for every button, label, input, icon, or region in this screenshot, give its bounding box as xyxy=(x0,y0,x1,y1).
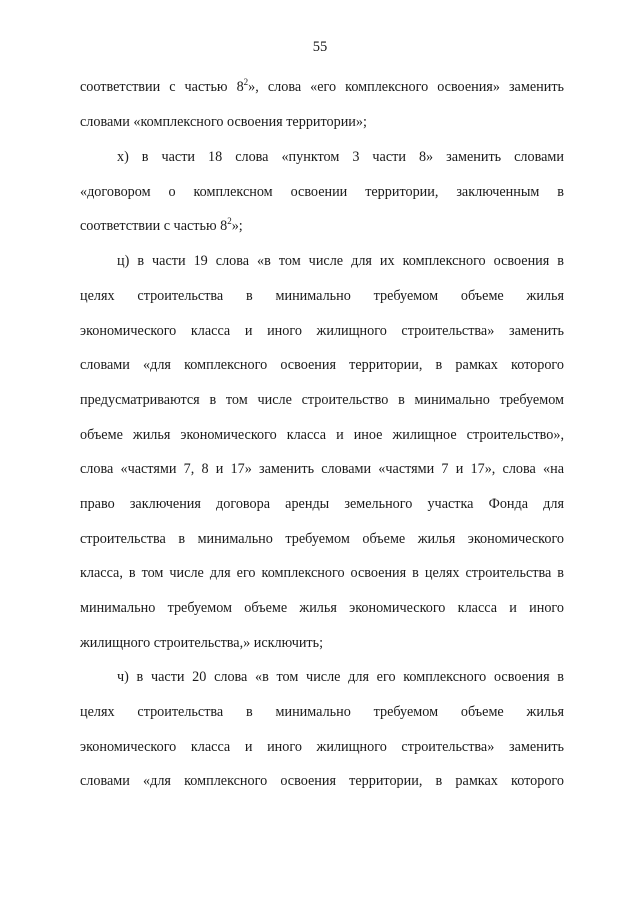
text-line: экономического класса и иного жилищного строительства» заменить xyxy=(80,739,564,755)
text-line: жилищного строительства,» исключить; xyxy=(80,635,324,651)
page-number: 55 xyxy=(312,39,328,55)
text-line: класса, в том числе для его комплексного освоения в целях строительства в xyxy=(80,565,564,581)
text-line: х) в части 18 слова «пунктом 3 части 8» заменить словами xyxy=(117,149,564,165)
text-line: объеме жилья экономического класса и иное жилищное строительство», xyxy=(80,427,564,443)
text-line: «договором о комплексном освоении территории, заключенным в xyxy=(80,184,564,200)
text-line: строительства в минимально требуемом объеме жилья экономического xyxy=(80,531,564,547)
text-line: ц) в части 19 слова «в том числе для их комплексного освоения в xyxy=(117,253,564,269)
text-line: соответствии с частью $8^2$»; xyxy=(80,216,243,234)
text-line: право заключения договора аренды земельного участка Фонда для xyxy=(80,496,564,512)
text-line: словами «для комплексного освоения территории, в рамках которого xyxy=(80,773,564,789)
text-line: слова «частями 7, 8 и 17» заменить словами «частями 7 и 17», слова «на xyxy=(80,461,564,477)
text-line: словами «для комплексного освоения территории, в рамках которого xyxy=(80,357,564,373)
text-line: соответствии с частью $8^2$», слова «его комплексного освоения» заменить xyxy=(80,77,564,95)
text-line: ч) в части 20 слова «в том числе для его комплексного освоения в xyxy=(117,669,564,685)
text-line: целях строительства в минимально требуемом объеме жилья xyxy=(80,704,564,720)
text-line: предусматриваются в том числе строительство в минимально требуемом xyxy=(80,392,564,408)
text-line: экономического класса и иного жилищного строительства» заменить xyxy=(80,323,564,339)
text-line: минимально требуемом объеме жилья экономического класса и иного xyxy=(80,600,564,616)
text-line: словами «комплексного освоения территории»; xyxy=(80,114,367,130)
text-line: целях строительства в минимально требуемом объеме жилья xyxy=(80,288,564,304)
